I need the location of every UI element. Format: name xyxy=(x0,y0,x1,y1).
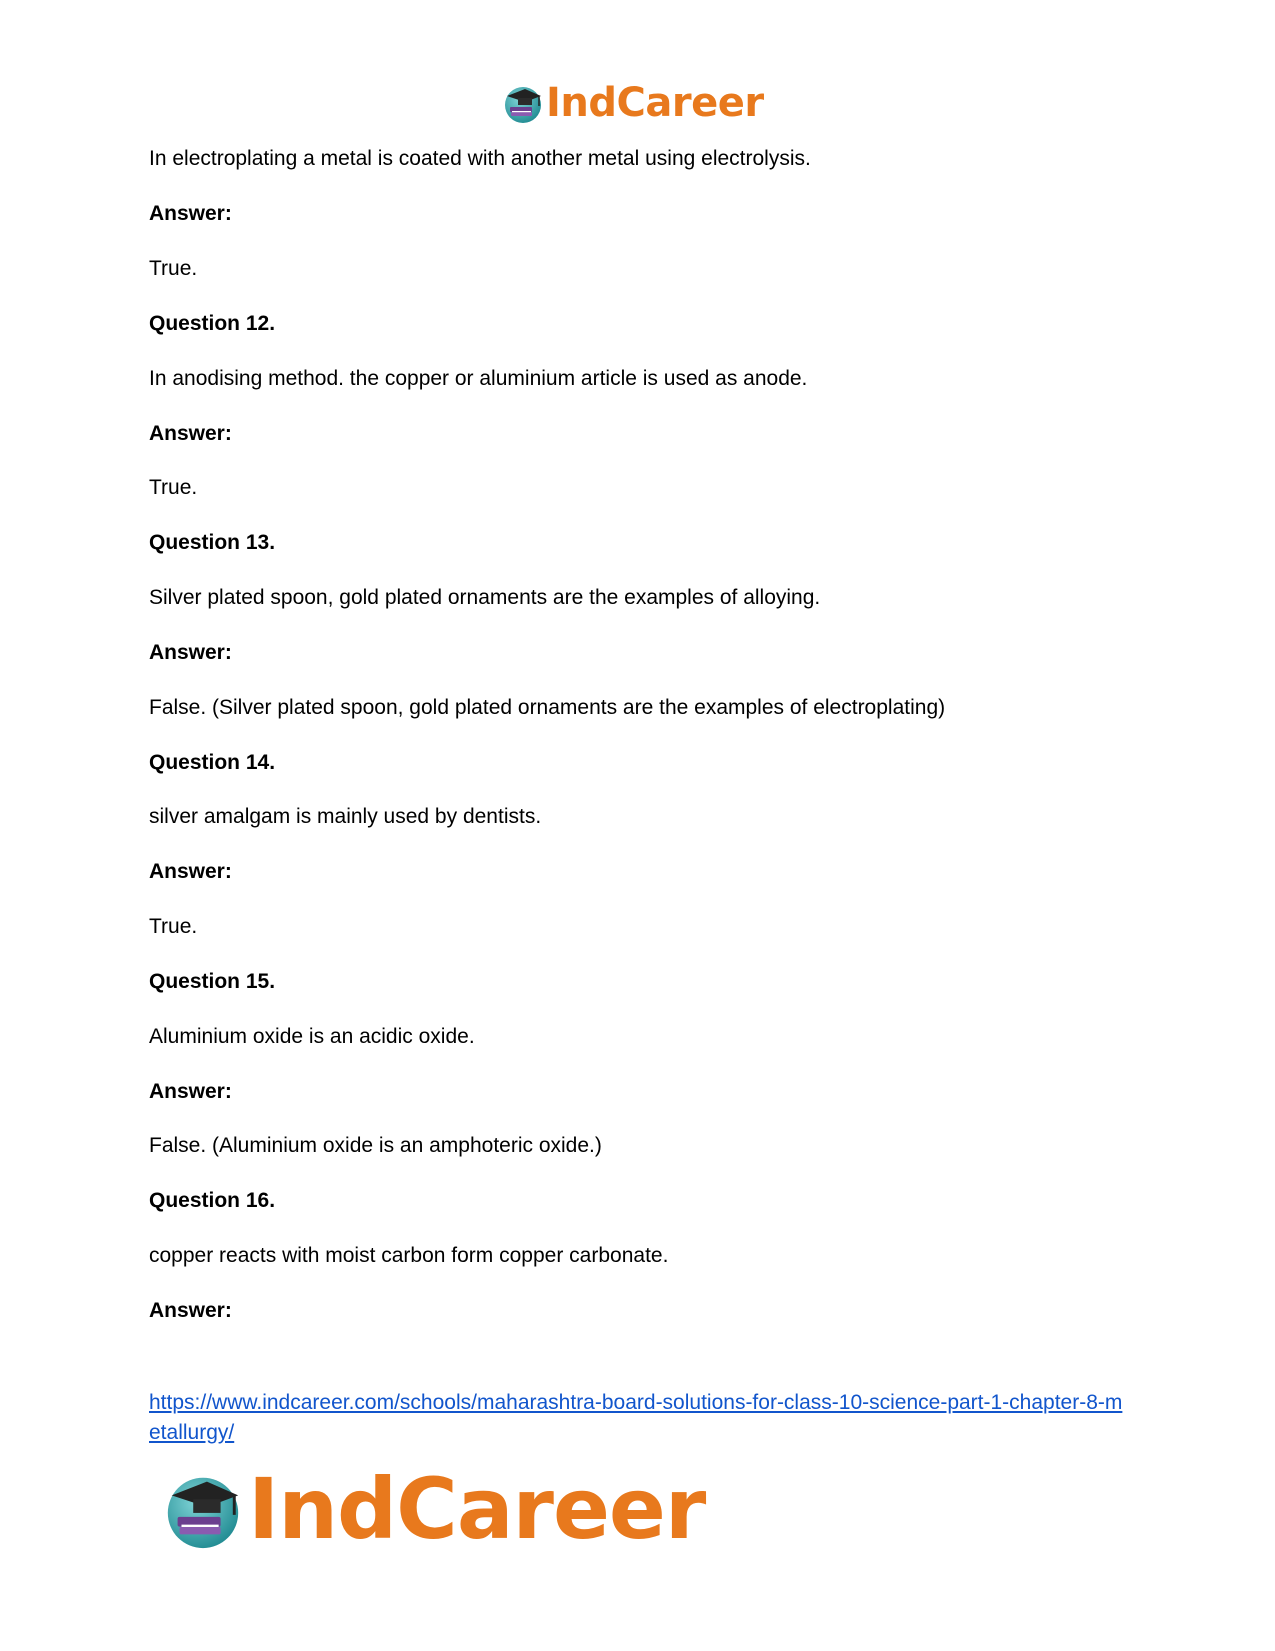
answer-heading: Answer: xyxy=(149,1299,232,1322)
header-logo xyxy=(501,80,764,126)
answer-heading: Answer: xyxy=(149,641,232,664)
statement-text: In electroplating a metal is coated with another metal using electrolysis. xyxy=(149,147,811,170)
graduation-cap-globe-logo-icon xyxy=(160,1466,246,1552)
answer-text: True. xyxy=(149,257,198,280)
graduation-cap-globe-logo-icon xyxy=(501,81,545,125)
answer-heading: Answer: xyxy=(149,422,232,445)
question-heading: Question 16. xyxy=(149,1189,276,1212)
question-heading: Question 15. xyxy=(149,970,276,993)
answer-heading: Answer: xyxy=(149,860,232,883)
question-heading: Question 14. xyxy=(149,751,276,774)
question-heading: Question 13. xyxy=(149,531,276,554)
footer-logo xyxy=(160,1461,705,1557)
statement-text: Aluminium oxide is an acidic oxide. xyxy=(149,1025,475,1048)
answer-text: True. xyxy=(149,476,198,499)
answer-text: False. (Silver plated spoon, gold plated ornaments are the examples of electroplating) xyxy=(149,696,946,719)
statement-text: silver amalgam is mainly used by dentists. xyxy=(149,805,542,828)
answer-heading: Answer: xyxy=(149,1080,232,1103)
statement-text: Silver plated spoon, gold plated ornaments are the examples of alloying. xyxy=(149,586,821,609)
source-link[interactable]: https://www.indcareer.com/schools/maharashtra-board-solutions-for-class-10-science-part-1-chapter-8-metallurgy/ xyxy=(149,1391,1123,1444)
answer-text: False. (Aluminium oxide is an amphoteric oxide.) xyxy=(149,1134,602,1157)
logo-wordmark: IndCareer xyxy=(248,1460,706,1558)
answer-text: True. xyxy=(149,915,198,938)
statement-text: In anodising method. the copper or aluminium article is used as anode. xyxy=(149,367,808,390)
question-heading: Question 12. xyxy=(149,312,276,335)
answer-heading: Answer: xyxy=(149,202,232,225)
logo-wordmark: IndCareer xyxy=(546,80,764,126)
statement-text: copper reacts with moist carbon form copper carbonate. xyxy=(149,1244,669,1267)
